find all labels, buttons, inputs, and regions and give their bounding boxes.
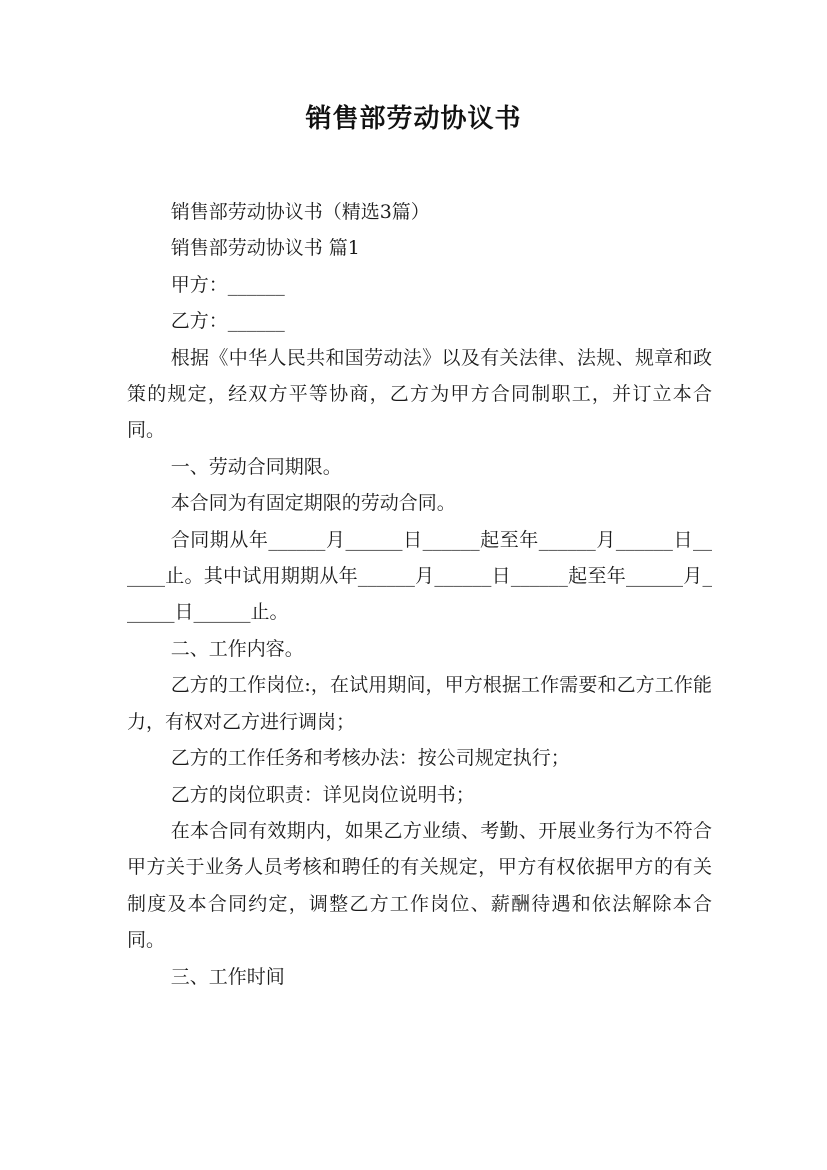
paragraph-job-duties: 乙方的岗位职责：详见岗位说明书； xyxy=(170,783,475,806)
paragraph-preamble: 根据《中华人民共和国劳动法》以及有关法律、法规、规章和政策的规定，经双方平等协商，乙方为甲方合同制职工，并订立本合同。 xyxy=(127,346,712,442)
paragraph-job-tasks: 乙方的工作任务和考核办法：按公司规定执行； xyxy=(170,747,570,770)
paragraph-adjustment: 在本合同有效期内，如果乙方业绩、考勤、开展业务行为不符合甲方关于业务人员考核和聘任的有关规定，甲方有权依据甲方的有关制度及本合同约定，调整乙方工作岗位、薪酬待遇和依法解除本合同。 xyxy=(127,819,712,952)
paragraph-job-position: 乙方的工作岗位:，在试用期间，甲方根据工作需要和乙方工作能力，有权对乙方进行调岗； xyxy=(127,674,712,733)
paragraph-section-heading: 销售部劳动协议书 篇1 xyxy=(170,237,360,260)
paragraph-clause-2-heading: 二、工作内容。 xyxy=(170,637,304,660)
document-title: 销售部劳动协议书 xyxy=(305,104,522,134)
paragraph-clause-3-heading: 三、工作时间 xyxy=(170,965,285,988)
paragraph-party-b: 乙方：______ xyxy=(170,310,285,333)
document-body xyxy=(127,194,712,995)
paragraph-contract-type: 本合同为有固定期限的劳动合同。 xyxy=(170,492,456,515)
paragraph-contract-term: 合同期从年______月______日______起至年______月______日______止。其中试用期期从年______月______日______起至年______月______日______止。 xyxy=(127,528,712,624)
paragraph-subtitle: 销售部劳动协议书（精选3篇） xyxy=(170,201,430,223)
paragraph-clause-1-heading: 一、劳动合同期限。 xyxy=(170,455,342,478)
paragraph-party-a: 甲方：______ xyxy=(170,273,285,296)
